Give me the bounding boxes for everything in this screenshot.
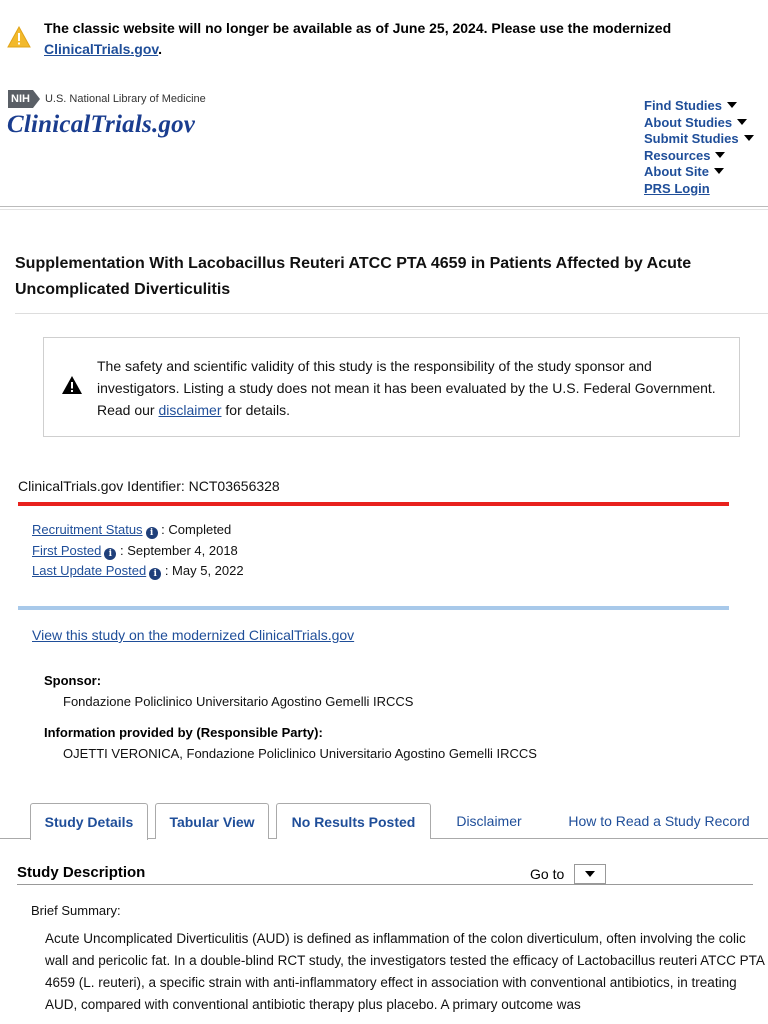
- nih-brand[interactable]: [8, 89, 206, 109]
- recruitment-status-value: : Completed: [161, 522, 232, 537]
- sponsor-label: Sponsor:: [44, 673, 102, 688]
- nav-find-studies[interactable]: [644, 98, 768, 115]
- top-navigation: [644, 98, 768, 197]
- nav-prs-login[interactable]: PRS Login: [644, 180, 710, 196]
- disclaimer-link[interactable]: disclaimer: [158, 402, 222, 418]
- nav-submit-studies-label: Submit Studies: [644, 131, 739, 146]
- info-icon[interactable]: i: [146, 527, 158, 539]
- caret-down-icon: [737, 119, 747, 125]
- nih-badge: NIH: [8, 90, 33, 108]
- deprecation-banner: [0, 0, 768, 70]
- disclaimer-message: The safety and scientific validity of this study is the responsibility of the study sponsor and investigators. Listing a study does not mean it has been evaluated by the U.S. Federal Government. Read our: [97, 358, 716, 418]
- identifier-underline: [18, 502, 729, 506]
- tab-no-results-posted[interactable]: No Results Posted: [276, 803, 431, 839]
- brief-summary-label: Brief Summary:: [31, 903, 121, 918]
- banner-period: .: [158, 41, 163, 57]
- responsible-party-label: Information provided by (Responsible Party):: [44, 725, 323, 740]
- study-title: Supplementation With Lacobacillus Reuteri ATCC PTA 4659 in Patients Affected by Acute Uncomplicated Diverticulitis: [15, 255, 692, 298]
- study-identifier: ClinicalTrials.gov Identifier: NCT03656328: [18, 478, 280, 494]
- last-update-row: [32, 561, 244, 582]
- dropdown-arrow-icon: [585, 871, 595, 877]
- study-description-heading: Study Description: [17, 864, 146, 881]
- sponsor-value: Fondazione Policlinico Universitario Agostino Gemelli IRCCS: [63, 694, 414, 709]
- caret-down-icon: [744, 135, 754, 141]
- caret-down-icon: [715, 152, 725, 158]
- goto-control: [530, 864, 606, 884]
- site-logo[interactable]: ClinicalTrials.gov: [7, 111, 196, 138]
- header-divider: [0, 206, 768, 207]
- last-update-value: : May 5, 2022: [164, 563, 244, 578]
- tab-disclaimer[interactable]: Disclaimer: [456, 813, 522, 829]
- tab-study-details[interactable]: Study Details: [30, 803, 148, 840]
- caret-down-icon: [714, 168, 724, 174]
- study-tabs: [0, 800, 768, 840]
- nav-about-site-label: About Site: [644, 164, 709, 179]
- nav-about-studies[interactable]: [644, 115, 768, 132]
- nav-about-studies-label: About Studies: [644, 114, 733, 130]
- brief-summary-text: Acute Uncomplicated Diverticulitis (AUD) is defined as inflammation of the colon diverticulum, often involving the colic wall and pericolic fat. In a double-blind RCT study, the investigators tested the efficacy of Lactobacillus reuteri ATCC PTA 4659 (L. reuteri), a specific strain with anti-inflammatory effect in association with conventional antibiotics, in treating AUD, compared with conventional antibiotic therapy plus placebo. A primary outcome was: [45, 931, 765, 1012]
- info-icon[interactable]: i: [149, 568, 161, 580]
- recruitment-status-row: [32, 520, 244, 541]
- nav-about-site[interactable]: [644, 164, 768, 181]
- warning-icon: [7, 26, 31, 48]
- tab-how-to-read[interactable]: How to Read a Study Record: [568, 813, 750, 829]
- goto-dropdown[interactable]: [574, 864, 606, 884]
- modernized-site-link[interactable]: ClinicalTrials.gov: [44, 41, 159, 57]
- view-modernized-link[interactable]: View this study on the modernized ClinicalTrials.gov: [32, 627, 355, 643]
- nav-resources[interactable]: [644, 148, 768, 165]
- study-status: [32, 520, 244, 582]
- nav-resources-label: Resources: [644, 147, 711, 163]
- disclaimer-notice: [43, 337, 740, 437]
- description-divider: [17, 884, 753, 885]
- recruitment-status-link[interactable]: Recruitment Status: [32, 522, 143, 537]
- nih-label: U.S. National Library of Medicine: [44, 93, 206, 105]
- last-update-link[interactable]: Last Update Posted: [32, 563, 147, 578]
- tab-tabular-view[interactable]: Tabular View: [155, 803, 269, 839]
- responsible-party-value: OJETTI VERONICA, Fondazione Policlinico Universitario Agostino Gemelli IRCCS: [63, 746, 537, 761]
- nav-submit-studies[interactable]: [644, 131, 768, 148]
- banner-text: [44, 18, 744, 60]
- first-posted-value: : September 4, 2018: [119, 542, 238, 558]
- alert-icon: [61, 375, 83, 395]
- status-divider: [18, 606, 729, 610]
- disclaimer-text: [97, 355, 727, 421]
- nav-find-studies-label: Find Studies: [644, 98, 722, 113]
- caret-down-icon: [727, 102, 737, 108]
- header-divider-light: [0, 209, 768, 210]
- banner-message: The classic website will no longer be available as of June 25, 2024. Please use the modernized: [44, 20, 672, 36]
- info-icon[interactable]: i: [104, 548, 116, 560]
- first-posted-row: [32, 541, 244, 562]
- disclaimer-suffix: for details.: [225, 402, 290, 418]
- title-divider: [15, 313, 768, 314]
- goto-label: Go to: [530, 866, 565, 882]
- first-posted-link[interactable]: First Posted: [32, 542, 102, 558]
